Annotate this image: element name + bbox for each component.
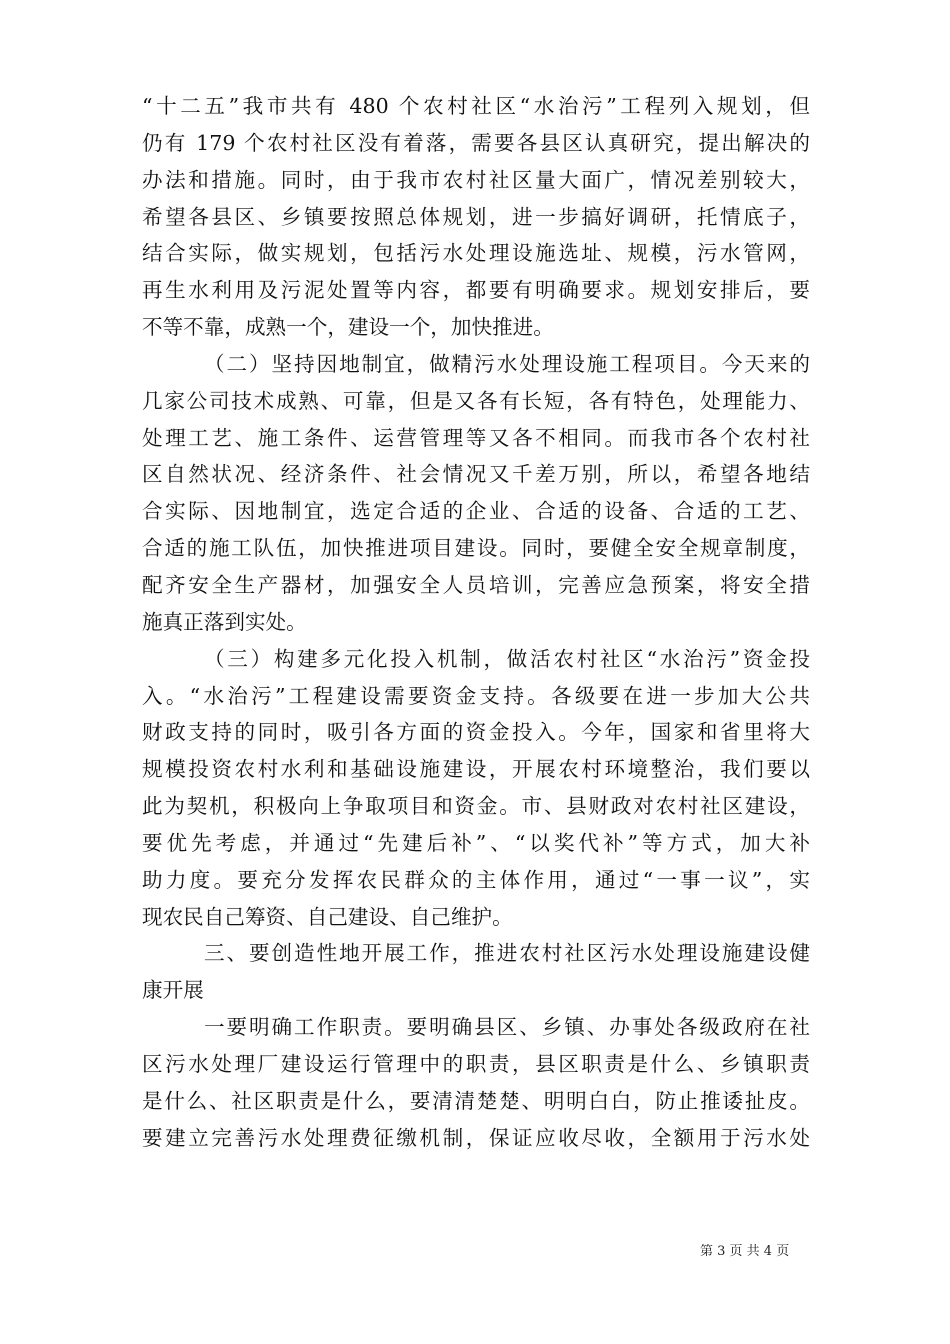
text-line: 财政支持的同时，吸引各方面的资金投入。今年，国家和省里将大: [142, 720, 810, 745]
text-line: 要优先考虑，并通过“先建后补”、“以奖代补”等方式，加大补: [142, 830, 810, 855]
text-line: 是什么、社区职责是什么，要清清楚楚、明明白白，防止推诿扯皮。: [142, 1088, 810, 1113]
text-line: 处理工艺、施工条件、运营管理等又各不相同。而我市各个农村社: [142, 425, 810, 450]
text-line: 区污水处理厂建设运行管理中的职责，县区职责是什么、乡镇职责: [142, 1051, 810, 1076]
text-line: 不等不靠，成熟一个，建设一个，加快推进。: [142, 315, 554, 340]
text-line: 合适的施工队伍，加快推进项目建设。同时，要健全安全规章制度，: [142, 536, 810, 561]
text-line: 规模投资农村水利和基础设施建设，开展农村环境整治，我们要以: [142, 757, 810, 782]
text-line: 康开展: [142, 978, 204, 1003]
text-line: 此为契机，积极向上争取项目和资金。市、县财政对农村社区建设，: [142, 794, 810, 819]
text-line: 再生水利用及污泥处置等内容，都要有明确要求。规划安排后，要: [142, 278, 810, 303]
text-line: 区自然状况、经济条件、社会情况又千差万别，所以，希望各地结: [142, 462, 810, 487]
text-line: 结合实际，做实规划，包括污水处理设施选址、规模，污水管网，: [142, 241, 810, 266]
text-line: “十二五”我市共有 480 个农村社区“水治污”工程列入规划，但: [142, 94, 810, 118]
text-line: 仍有 179 个农村社区没有着落，需要各县区认真研究，提出解决的: [142, 130, 810, 155]
text-line: 合实际、因地制宜，选定合适的企业、合适的设备、合适的工艺、: [142, 499, 810, 524]
text-line: 现农民自己筹资、自己建设、自己维护。: [142, 904, 513, 929]
text-line: 三、要创造性地开展工作，推进农村社区污水处理设施建设健: [204, 941, 810, 966]
text-line: 配齐安全生产器材，加强安全人员培训，完善应急预案，将安全措: [142, 572, 810, 597]
document-body: [142, 88, 810, 1156]
text-line: （三）构建多元化投入机制，做活农村社区“水治污”资金投: [204, 646, 810, 671]
text-line: （二）坚持因地制宜，做精污水处理设施工程项目。今天来的: [204, 351, 810, 376]
text-line: 希望各县区、乡镇要按照总体规划，进一步搞好调研，托情底子，: [142, 204, 810, 229]
text-line: 要建立完善污水处理费征缴机制，保证应收尽收，全额用于污水处: [142, 1125, 810, 1150]
page-number-footer: 第 3 页 共 4 页: [700, 1244, 790, 1259]
text-line: 几家公司技术成熟、可靠，但是又各有长短，各有特色，处理能力、: [142, 388, 810, 413]
text-line: 办法和措施。同时，由于我市农村社区量大面广，情况差别较大，: [142, 167, 810, 192]
text-line: 助力度。要充分发挥农民群众的主体作用，通过“一事一议”，实: [142, 867, 810, 892]
text-line: 施真正落到实处。: [142, 609, 307, 634]
text-line: 入。“水治污”工程建设需要资金支持。各级要在进一步加大公共: [142, 683, 810, 708]
text-line: 一要明确工作职责。要明确县区、乡镇、办事处各级政府在社: [204, 1015, 810, 1040]
